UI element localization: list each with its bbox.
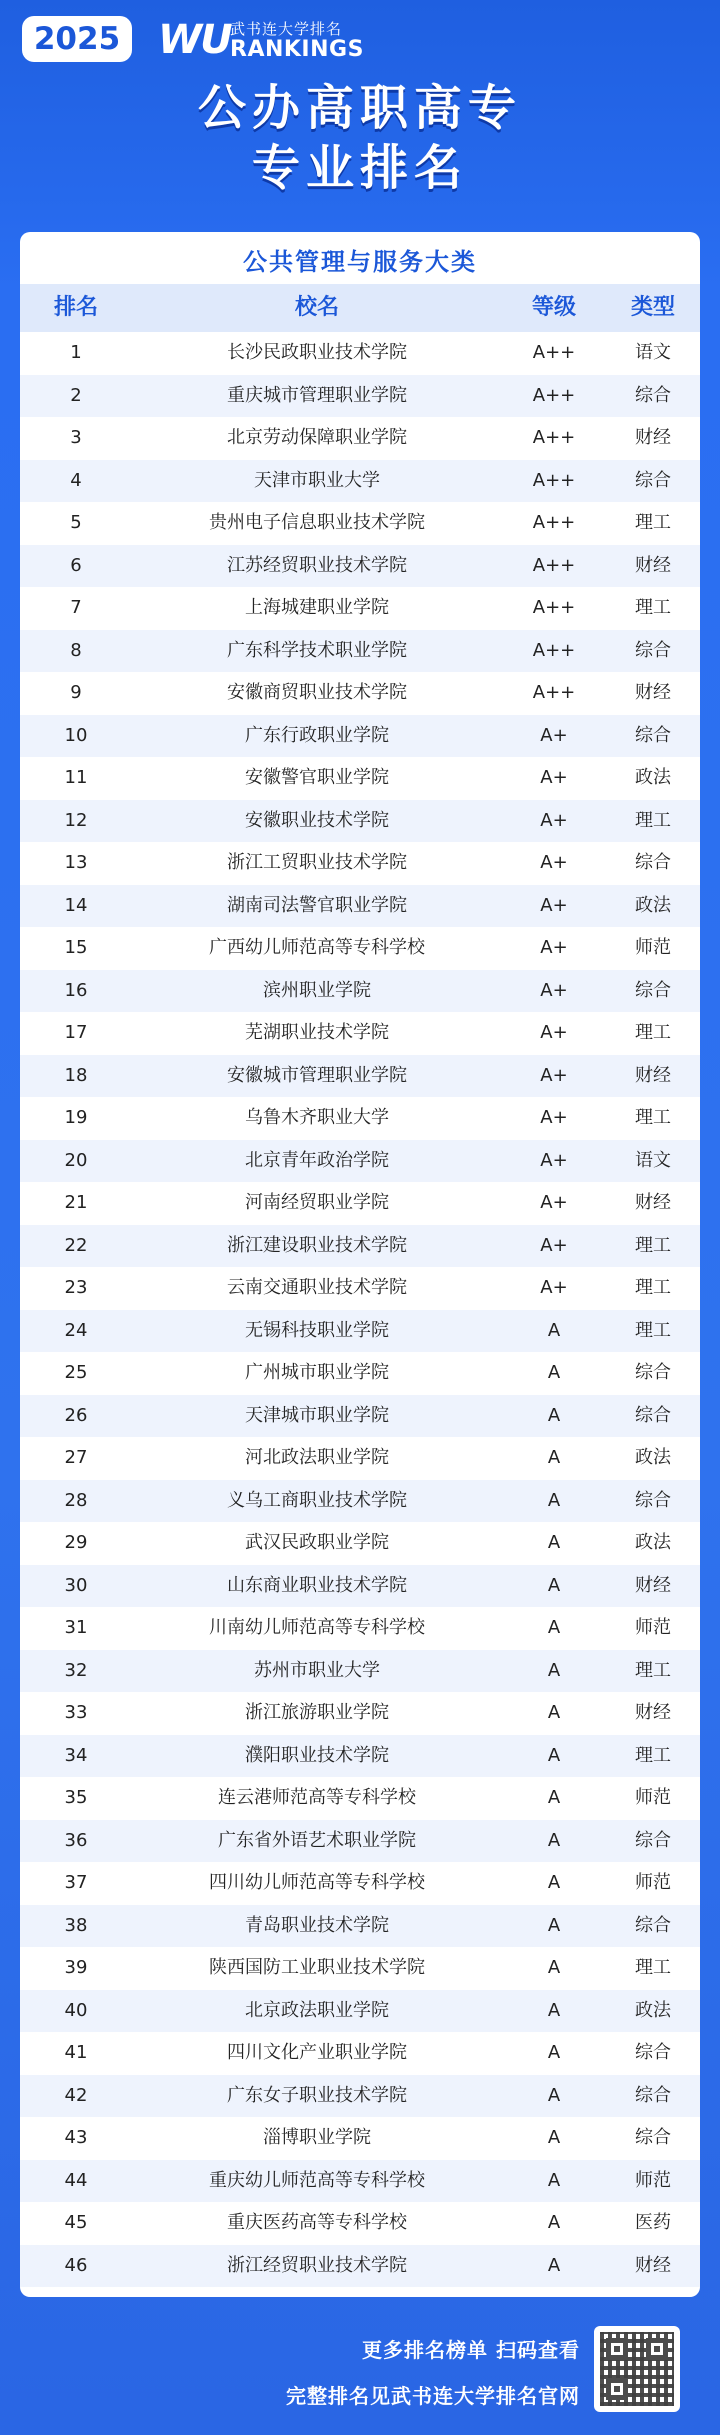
- type-cell: 理工: [635, 512, 671, 533]
- table-row: [20, 1055, 700, 1098]
- table-row: [20, 1735, 700, 1778]
- type-cell: 师范: [635, 2169, 671, 2191]
- type-cell: 师范: [635, 937, 671, 958]
- rank-cell: 1: [70, 342, 82, 363]
- grade-cell: A: [547, 1447, 561, 1468]
- school-name-cell: 川南幼儿师范高等专科学校: [209, 1617, 425, 1638]
- table-row: [20, 417, 700, 460]
- grade-cell: A: [547, 2084, 561, 2106]
- rank-cell: 35: [64, 1787, 88, 1808]
- type-cell: 财经: [635, 682, 671, 703]
- rank-cell: 9: [70, 682, 82, 703]
- type-cell: 综合: [635, 724, 671, 746]
- type-cell: 综合: [635, 2084, 671, 2106]
- school-name-cell: 四川幼儿师范高等专科学校: [209, 1872, 425, 1893]
- table-row: [20, 1012, 700, 1055]
- rank-cell: 11: [64, 767, 88, 788]
- grade-cell: A+: [540, 1107, 568, 1128]
- type-cell: 财经: [635, 1192, 671, 1213]
- grade-cell: A: [547, 2254, 561, 2276]
- grade-cell: A+: [540, 809, 568, 831]
- table-row: [20, 842, 700, 885]
- type-cell: 理工: [635, 1659, 671, 1681]
- table-row: [20, 1437, 700, 1480]
- school-name-cell: 山东商业职业技术学院: [227, 1574, 407, 1596]
- type-cell: 语文: [635, 342, 671, 363]
- school-name-cell: 湖南司法警官职业学院: [227, 894, 407, 916]
- qr-finder: [606, 2338, 628, 2360]
- type-cell: 综合: [635, 2127, 671, 2148]
- table-row: [20, 715, 700, 758]
- school-name-cell: 天津城市职业学院: [245, 1404, 389, 1426]
- type-cell: 理工: [635, 1744, 671, 1766]
- grade-cell: A++: [532, 512, 576, 533]
- type-cell: 综合: [635, 1914, 671, 1936]
- grade-cell: A: [547, 1999, 561, 2021]
- type-cell: 政法: [635, 1532, 671, 1553]
- rank-cell: 25: [64, 1362, 88, 1383]
- grade-cell: A: [547, 1702, 561, 1723]
- type-cell: 师范: [635, 1872, 671, 1893]
- column-header-rank: 排名: [53, 295, 98, 320]
- category-title: 公共管理与服务大类: [243, 248, 477, 276]
- grade-cell: A++: [532, 469, 576, 491]
- grade-cell: A+: [540, 1149, 568, 1171]
- school-name-cell: 无锡科技职业学院: [245, 1319, 389, 1341]
- table-row: [20, 672, 700, 715]
- school-name-cell: 贵州电子信息职业技术学院: [209, 512, 425, 533]
- table-row: [20, 1607, 700, 1650]
- school-name-cell: 安徽警官职业学院: [245, 767, 389, 788]
- rank-cell: 2: [70, 384, 82, 406]
- type-cell: 综合: [635, 1404, 671, 1426]
- rank-cell: 30: [64, 1574, 88, 1596]
- footer: [0, 2310, 720, 2435]
- grade-cell: A++: [532, 639, 576, 661]
- type-cell: 师范: [635, 1787, 671, 1808]
- table-row: [20, 502, 700, 545]
- table-row: [20, 1267, 700, 1310]
- table-row: [20, 885, 700, 928]
- type-cell: 师范: [635, 1617, 671, 1638]
- table-row: [20, 2160, 700, 2203]
- rank-cell: 28: [64, 1489, 88, 1511]
- type-cell: 理工: [635, 809, 671, 831]
- grade-cell: A+: [540, 767, 568, 788]
- grade-cell: A++: [532, 384, 576, 406]
- school-name-cell: 天津市职业大学: [254, 469, 380, 491]
- table-row: [20, 1310, 700, 1353]
- grade-cell: A++: [532, 682, 576, 703]
- rank-cell: 32: [64, 1659, 88, 1681]
- type-cell: 综合: [635, 1829, 671, 1851]
- school-name-cell: 广州城市职业学院: [245, 1362, 389, 1383]
- grade-cell: A+: [540, 1277, 568, 1298]
- rank-cell: 43: [64, 2127, 88, 2148]
- grade-cell: A: [547, 1914, 561, 1936]
- table-row: [20, 2245, 700, 2288]
- type-cell: 财经: [635, 1574, 671, 1596]
- rank-cell: 6: [70, 554, 82, 576]
- type-cell: 综合: [635, 1489, 671, 1511]
- school-name-cell: 浙江建设职业技术学院: [227, 1234, 407, 1256]
- school-name-cell: 广东女子职业技术学院: [227, 2084, 407, 2106]
- type-cell: 综合: [635, 852, 671, 873]
- grade-cell: A: [547, 1957, 561, 1978]
- rank-cell: 18: [64, 1064, 88, 1086]
- rank-cell: 29: [64, 1532, 88, 1553]
- school-name-cell: 北京青年政治学院: [245, 1149, 389, 1171]
- grade-cell: A: [547, 1659, 561, 1681]
- rank-cell: 22: [64, 1234, 88, 1256]
- table-row: [20, 1522, 700, 1565]
- school-name-cell: 义乌工商职业技术学院: [227, 1489, 407, 1511]
- rank-cell: 34: [64, 1744, 88, 1766]
- ranking-card: [20, 232, 700, 2297]
- rank-cell: 14: [64, 894, 88, 916]
- grade-cell: A: [547, 1362, 561, 1383]
- page-title-line2: 专业排名: [251, 140, 468, 196]
- rank-cell: 17: [64, 1022, 88, 1043]
- grade-cell: A: [547, 1532, 561, 1553]
- type-cell: 财经: [635, 1064, 671, 1086]
- header: [0, 0, 720, 226]
- table-row: [20, 927, 700, 970]
- rank-cell: 20: [64, 1149, 88, 1171]
- rank-cell: 4: [70, 469, 82, 491]
- table-row: [20, 630, 700, 673]
- type-cell: 政法: [635, 767, 671, 788]
- table-row: [20, 1140, 700, 1183]
- table-row: [20, 1650, 700, 1693]
- type-cell: 财经: [635, 2254, 671, 2276]
- table-header: [20, 284, 700, 332]
- grade-cell: A+: [540, 724, 568, 746]
- school-name-cell: 武汉民政职业学院: [245, 1532, 389, 1553]
- column-header-school: 校名: [294, 295, 339, 320]
- rank-cell: 27: [64, 1447, 88, 1468]
- school-name-cell: 广东省外语艺术职业学院: [218, 1829, 416, 1851]
- table-row: [20, 460, 700, 503]
- school-name-cell: 河南经贸职业学院: [245, 1192, 389, 1213]
- grade-cell: A+: [540, 1022, 568, 1043]
- rank-cell: 12: [64, 809, 88, 831]
- rank-cell: 39: [64, 1957, 88, 1978]
- rank-cell: 16: [64, 979, 88, 1001]
- logo-wu: WU: [158, 17, 231, 63]
- table-row: [20, 1395, 700, 1438]
- rank-cell: 13: [64, 852, 88, 873]
- type-cell: 综合: [635, 979, 671, 1001]
- rank-cell: 45: [64, 2212, 88, 2233]
- grade-cell: A++: [532, 427, 576, 448]
- footer-official-site: 完整排名见武书连大学排名官网: [286, 2384, 580, 2408]
- school-name-cell: 濮阳职业技术学院: [245, 1744, 389, 1766]
- type-cell: 理工: [635, 1957, 671, 1978]
- school-name-cell: 苏州市职业大学: [254, 1659, 380, 1681]
- type-cell: 理工: [635, 1022, 671, 1043]
- qr-finder: [646, 2338, 668, 2360]
- school-name-cell: 重庆幼儿师范高等专科学校: [209, 2169, 425, 2191]
- grade-cell: A: [547, 1872, 561, 1893]
- table-row: [20, 1905, 700, 1948]
- logo-en: RANKINGS: [230, 37, 364, 62]
- grade-cell: A+: [540, 1192, 568, 1213]
- school-name-cell: 江苏经贸职业技术学院: [227, 554, 407, 576]
- school-name-cell: 重庆城市管理职业学院: [227, 384, 407, 406]
- grade-cell: A+: [540, 1234, 568, 1256]
- table-row: [20, 1352, 700, 1395]
- school-name-cell: 乌鲁木齐职业大学: [245, 1107, 389, 1128]
- rank-cell: 8: [70, 639, 82, 661]
- rank-cell: 41: [64, 2042, 88, 2063]
- grade-cell: A+: [540, 852, 568, 873]
- logo-cn: 武书连大学排名: [230, 20, 343, 38]
- school-name-cell: 陕西国防工业职业技术学院: [209, 1957, 425, 1978]
- rank-cell: 31: [64, 1617, 88, 1638]
- qr-pattern: [600, 2332, 674, 2406]
- school-name-cell: 四川文化产业职业学院: [227, 2042, 407, 2063]
- school-name-cell: 安徽商贸职业技术学院: [227, 682, 407, 703]
- table-row: [20, 800, 700, 843]
- table-row: [20, 2032, 700, 2075]
- school-name-cell: 河北政法职业学院: [245, 1447, 389, 1468]
- qr-finder: [606, 2378, 628, 2400]
- table-row: [20, 2117, 700, 2160]
- table-row: [20, 970, 700, 1013]
- school-name-cell: 广西幼儿师范高等专科学校: [209, 937, 425, 958]
- grade-cell: A: [547, 2127, 561, 2148]
- school-name-cell: 淄博职业学院: [263, 2127, 371, 2148]
- rank-cell: 44: [64, 2169, 88, 2191]
- grade-cell: A: [547, 1489, 561, 1511]
- year-badge: 2025: [22, 16, 132, 62]
- type-cell: 综合: [635, 1362, 671, 1383]
- rank-cell: 42: [64, 2084, 88, 2106]
- table-row: [20, 1777, 700, 1820]
- grade-cell: A++: [532, 597, 576, 618]
- page-title-line1: 公办高职高专: [197, 80, 522, 136]
- grade-cell: A+: [540, 937, 568, 958]
- table-row: [20, 2202, 700, 2245]
- rank-cell: 46: [64, 2254, 88, 2276]
- rank-cell: 3: [70, 427, 82, 448]
- type-cell: 综合: [635, 384, 671, 406]
- school-name-cell: 芜湖职业技术学院: [245, 1022, 389, 1043]
- school-name-cell: 广东行政职业学院: [245, 724, 389, 746]
- school-name-cell: 长沙民政职业技术学院: [227, 342, 407, 363]
- type-cell: 综合: [635, 2042, 671, 2063]
- type-cell: 财经: [635, 1702, 671, 1723]
- table-body: [20, 332, 700, 2287]
- grade-cell: A: [547, 1404, 561, 1426]
- grade-cell: A: [547, 1787, 561, 1808]
- school-name-cell: 广东科学技术职业学院: [227, 639, 407, 661]
- rank-cell: 40: [64, 1999, 88, 2021]
- grade-cell: A: [547, 1574, 561, 1596]
- school-name-cell: 重庆医药高等专科学校: [227, 2212, 407, 2233]
- table-row: [20, 1947, 700, 1990]
- grade-cell: A: [547, 2212, 561, 2233]
- school-name-cell: 北京劳动保障职业学院: [227, 427, 407, 448]
- grade-cell: A+: [540, 979, 568, 1001]
- table-row: [20, 1692, 700, 1735]
- type-cell: 医药: [635, 2212, 671, 2233]
- school-name-cell: 滨州职业学院: [263, 979, 371, 1001]
- rank-cell: 10: [64, 724, 88, 746]
- rank-cell: 19: [64, 1107, 88, 1128]
- grade-cell: A: [547, 1319, 561, 1341]
- rank-cell: 23: [64, 1277, 88, 1298]
- grade-cell: A: [547, 1744, 561, 1766]
- school-name-cell: 北京政法职业学院: [245, 1999, 389, 2021]
- footer-more-rankings: 更多排名榜单 扫码查看: [362, 2338, 580, 2362]
- grade-cell: A+: [540, 1064, 568, 1086]
- type-cell: 综合: [635, 469, 671, 491]
- school-name-cell: 青岛职业技术学院: [245, 1914, 389, 1936]
- school-name-cell: 上海城建职业学院: [245, 597, 389, 618]
- school-name-cell: 浙江旅游职业学院: [245, 1702, 389, 1723]
- table-row: [20, 1820, 700, 1863]
- table-row: [20, 1480, 700, 1523]
- grade-cell: A: [547, 2042, 561, 2063]
- type-cell: 理工: [635, 1234, 671, 1256]
- qr-code-icon[interactable]: [594, 2326, 680, 2412]
- rank-cell: 37: [64, 1872, 88, 1893]
- rank-cell: 33: [64, 1702, 88, 1723]
- table-row: [20, 1225, 700, 1268]
- table-row: [20, 332, 700, 375]
- table-row: [20, 1990, 700, 2033]
- school-name-cell: 云南交通职业技术学院: [227, 1277, 407, 1298]
- rank-cell: 7: [70, 597, 82, 618]
- table-row: [20, 587, 700, 630]
- column-header-type: 类型: [630, 295, 675, 320]
- rank-cell: 24: [64, 1319, 88, 1341]
- grade-cell: A+: [540, 894, 568, 916]
- type-cell: 财经: [635, 554, 671, 576]
- table-row: [20, 1097, 700, 1140]
- rank-cell: 36: [64, 1829, 88, 1851]
- school-name-cell: 安徽职业技术学院: [245, 809, 389, 831]
- table-row: [20, 1862, 700, 1905]
- rank-cell: 5: [70, 512, 82, 533]
- column-header-grade: 等级: [531, 295, 576, 320]
- type-cell: 财经: [635, 427, 671, 448]
- table-row: [20, 757, 700, 800]
- table-row: [20, 375, 700, 418]
- grade-cell: A++: [532, 554, 576, 576]
- grade-cell: A: [547, 2169, 561, 2191]
- type-cell: 政法: [635, 894, 671, 916]
- table-row: [20, 545, 700, 588]
- type-cell: 语文: [635, 1149, 671, 1171]
- table-row: [20, 2075, 700, 2118]
- type-cell: 综合: [635, 639, 671, 661]
- grade-cell: A++: [532, 342, 576, 363]
- type-cell: 理工: [635, 1277, 671, 1298]
- type-cell: 理工: [635, 1107, 671, 1128]
- type-cell: 政法: [635, 1999, 671, 2021]
- grade-cell: A: [547, 1617, 561, 1638]
- school-name-cell: 连云港师范高等专科学校: [218, 1787, 416, 1808]
- table-row: [20, 1565, 700, 1608]
- rank-cell: 15: [64, 937, 88, 958]
- type-cell: 理工: [635, 1319, 671, 1341]
- rank-cell: 38: [64, 1914, 88, 1936]
- rank-cell: 21: [64, 1192, 88, 1213]
- school-name-cell: 安徽城市管理职业学院: [227, 1064, 407, 1086]
- type-cell: 政法: [635, 1447, 671, 1468]
- table-row: [20, 1182, 700, 1225]
- rank-cell: 26: [64, 1404, 88, 1426]
- grade-cell: A: [547, 1829, 561, 1851]
- school-name-cell: 浙江经贸职业技术学院: [227, 2254, 407, 2276]
- school-name-cell: 浙江工贸职业技术学院: [227, 852, 407, 873]
- type-cell: 理工: [635, 597, 671, 618]
